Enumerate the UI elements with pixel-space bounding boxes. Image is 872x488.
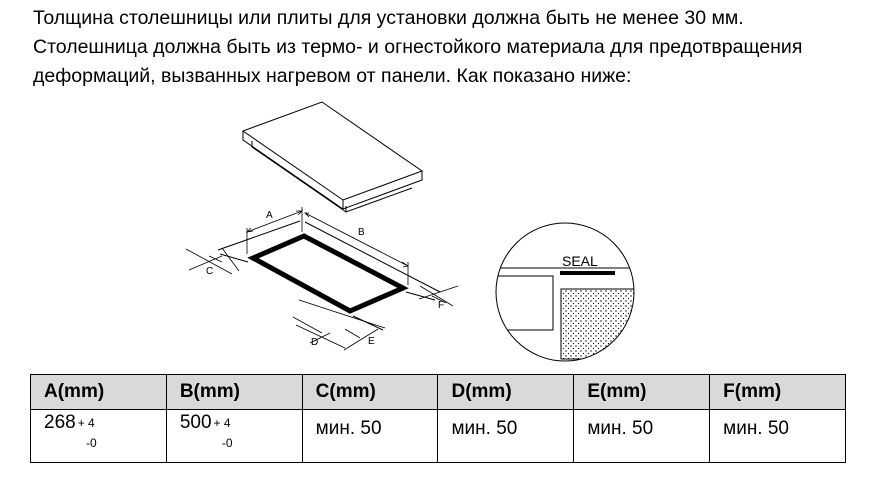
cell-b [166, 410, 302, 463]
cell-c [302, 410, 438, 463]
header-c: C(mm) [302, 375, 438, 410]
seal-detail [495, 223, 641, 361]
value-b: 500 [179, 412, 212, 433]
label-f: F [438, 300, 445, 311]
label-b: B [358, 227, 365, 238]
installation-text [33, 4, 868, 91]
cell-d [438, 410, 574, 463]
cell-f [710, 410, 846, 463]
label-a: A [266, 210, 273, 221]
text-line-1: Толщина столешницы или плиты для установки должна быть не менее 30 мм. [33, 7, 744, 29]
table-header-row [31, 375, 846, 410]
value-d: мин. 50 [451, 418, 518, 439]
label-d: D [311, 337, 319, 348]
countertop-cutout [218, 221, 440, 330]
seal-label: SEAL [562, 253, 598, 269]
cell-e [574, 410, 710, 463]
tolerance-minus-a: -0 [86, 436, 97, 450]
text-line-3: деформаций, вызванных нагревом от панели. Как показано ниже: [33, 65, 632, 87]
cell-a [31, 410, 167, 463]
text-line-2: Столешница должна быть из термо- и огнестойкого материала для предотвращения [33, 36, 803, 58]
table-row [31, 410, 846, 463]
value-e: мин. 50 [587, 418, 654, 439]
dimensions-table [30, 374, 846, 463]
tolerance-minus-b: -0 [221, 436, 233, 450]
value-c: мин. 50 [315, 418, 382, 439]
label-c: C [206, 266, 214, 277]
value-f: мин. 50 [723, 418, 790, 439]
header-d: D(mm) [438, 375, 574, 410]
tolerance-plus-b: + 4 [213, 416, 231, 430]
header-f: F(mm) [710, 375, 846, 410]
header-b: B(mm) [166, 375, 302, 410]
installation-diagram [0, 100, 872, 370]
header-e: E(mm) [574, 375, 710, 410]
hob-panel [243, 102, 422, 212]
header-a: A(mm) [31, 375, 167, 410]
tolerance-plus-a: + 4 [77, 416, 95, 430]
label-e: E [368, 336, 375, 347]
dimension-d [293, 317, 345, 348]
value-a: 268 [44, 412, 76, 433]
